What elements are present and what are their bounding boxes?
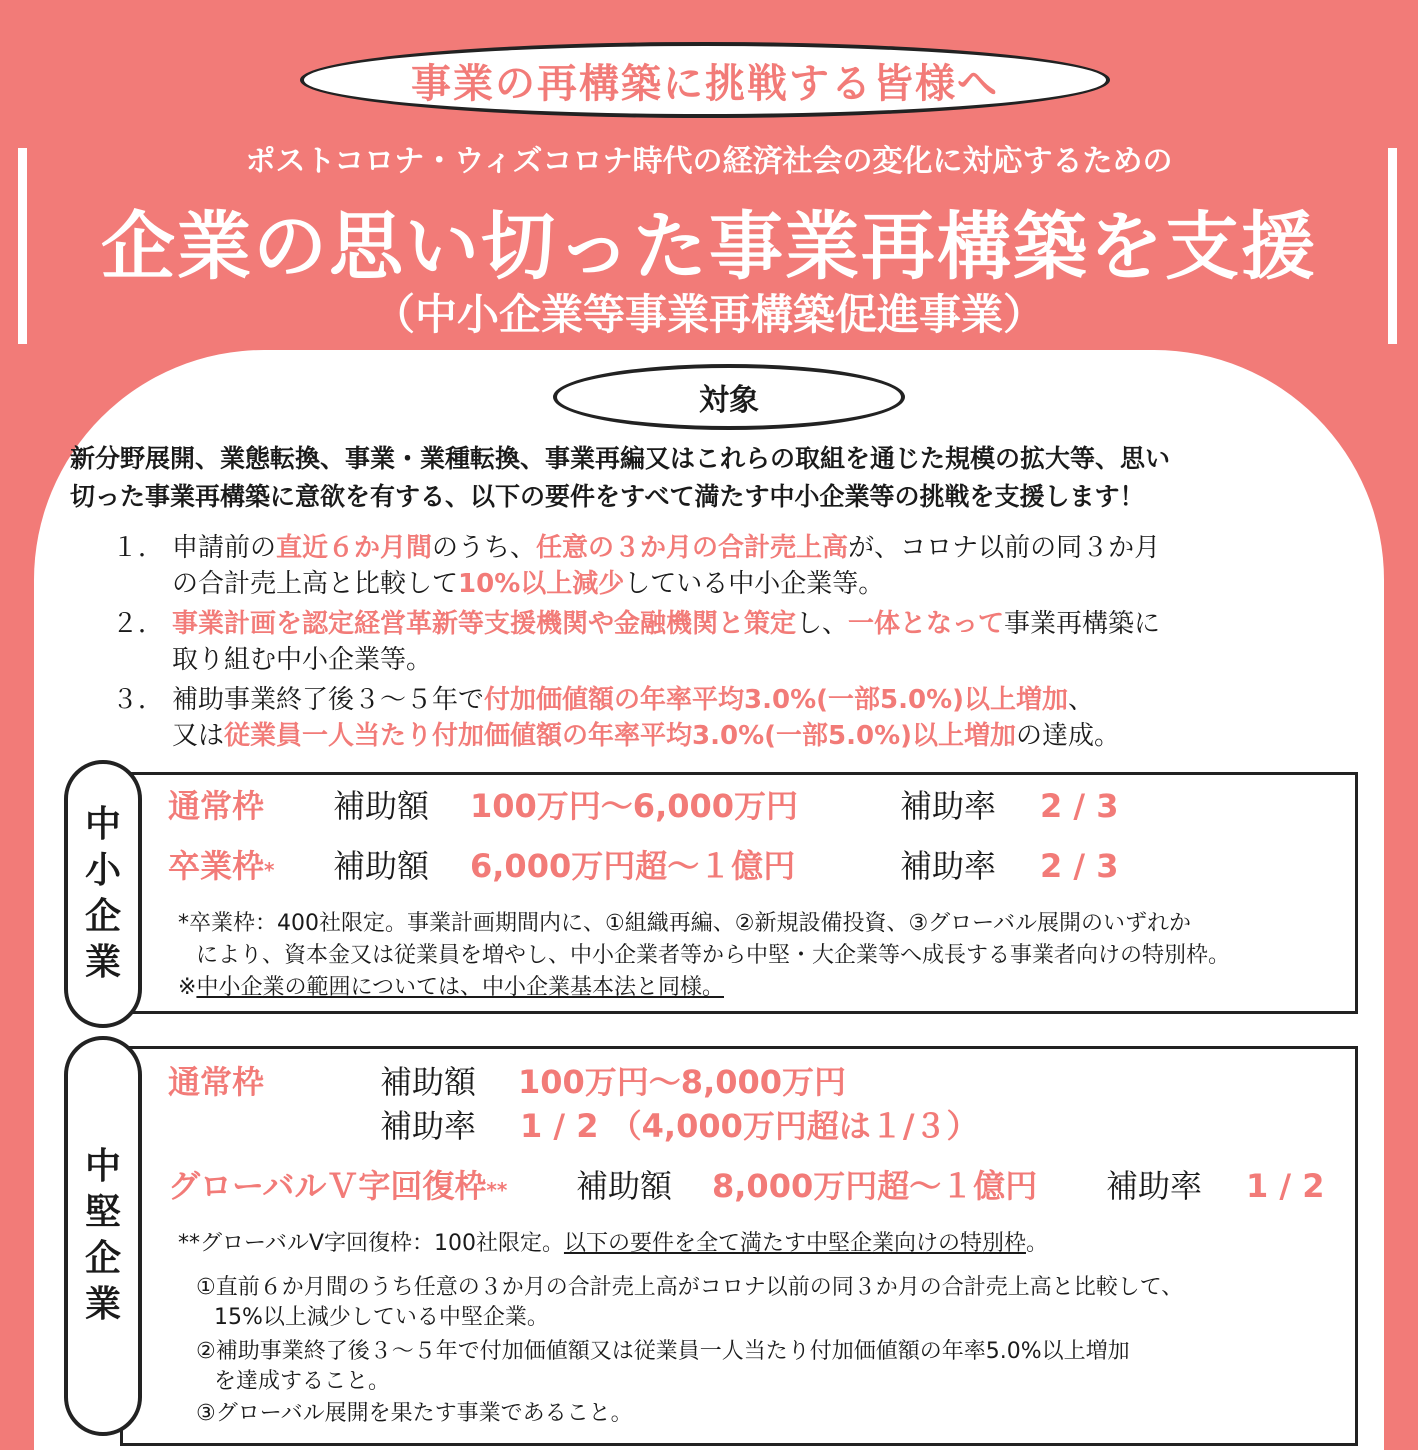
rate-label: 補助率 — [900, 787, 997, 825]
intro-line-2: 切った事業再構築に意欲を有する、以下の要件をすべて満たす中小企業等の挑戦を支援します！ — [70, 482, 1145, 511]
requirement-2 — [112, 606, 1372, 678]
note-text: 。 — [1025, 1231, 1048, 1256]
rate-value: 1 / 2 — [1246, 1167, 1325, 1205]
rate-label: 補助率 — [380, 1107, 477, 1145]
footnote-mark: ** — [486, 1178, 508, 1202]
req-text: の合計売上高と比較して — [172, 569, 459, 599]
amount-value: 6,000万円超～１億円 — [470, 847, 796, 885]
requirement-number: ２． — [112, 609, 165, 639]
banner-pill: 事業の再構築に挑戦する皆様へ — [300, 42, 1110, 118]
amount-label: 補助額 — [333, 847, 430, 885]
mid-item-1: ①直前６か月間のうち任意の３か月の合計売上高がコロナ以前の同３か月の合計売上高と比較して、 — [196, 1275, 1184, 1300]
rate-label: 補助率 — [1106, 1167, 1203, 1205]
req-highlight: 直近６か月間 — [276, 533, 433, 563]
tag-char: 小 — [84, 850, 121, 891]
pre-title: ポストコロナ・ウィズコロナ時代の経済社会の変化に対応するための — [245, 144, 1173, 179]
req-highlight: 一体となって — [848, 609, 1005, 639]
mid-item-2-cont: を達成すること。 — [214, 1369, 391, 1394]
req-text: 又は — [172, 721, 225, 751]
requirement-number: ３． — [112, 685, 165, 715]
sme-note-1: *卒業枠：400社限定。事業計画期間内に、①組織再編、②新規設備投資、③グローバル展開のいずれか — [178, 911, 1192, 936]
amount-label: 補助額 — [576, 1167, 673, 1205]
tag-char: 中 — [84, 1146, 121, 1187]
amount-value: 100万円～6,000万円 — [470, 787, 799, 825]
tag-char: 中 — [84, 804, 121, 845]
page-title: 企業の思い切った事業再構築を支援 — [101, 204, 1317, 290]
req-highlight: 事業計画を認定経営革新等支援機関や金融機関と策定 — [172, 609, 797, 639]
req-text: 補助事業終了後３～５年で — [172, 685, 485, 715]
frame-name: 卒業枠 — [168, 847, 265, 885]
frame-name: 通常枠 — [168, 1063, 265, 1101]
req-text: 、 — [1068, 685, 1095, 715]
tag-char: 企 — [84, 1238, 121, 1279]
requirement-number: １． — [112, 533, 165, 563]
footnote-mark: * — [264, 858, 275, 882]
frame-name: グローバルＶ字回復枠 — [168, 1167, 487, 1205]
intro-line-1: 新分野展開、業態転換、事業・業種転換、事業再編又はこれらの取組を通じた規模の拡大等、思い — [70, 444, 1171, 473]
mid-item-1-cont: 15%以上減少している中堅企業。 — [214, 1305, 549, 1330]
req-highlight: 従業員一人当たり付加価値額の年率平均3.0%(一部5.0%)以上増加 — [224, 721, 1017, 751]
amount-label: 補助額 — [380, 1063, 477, 1101]
req-highlight: 付加価値額の年率平均3.0%(一部5.0%)以上増加 — [484, 685, 1069, 715]
target-label: 対象 — [553, 364, 905, 430]
rate-value: 1 / 2 （4,000万円超は１/３） — [520, 1107, 979, 1145]
req-text: 取り組む中小企業等。 — [172, 645, 433, 675]
sme-tag — [64, 760, 142, 1028]
note-mark: ※ — [178, 975, 197, 1000]
rate-label: 補助率 — [900, 847, 997, 885]
requirement-1 — [112, 530, 1372, 602]
req-text: し、 — [796, 609, 849, 639]
amount-value: 8,000万円超～１億円 — [712, 1167, 1038, 1205]
mid-item-2: ②補助事業終了後３～５年で付加価値額又は従業員一人当たり付加価値額の年率5.0%以上増加 — [196, 1339, 1130, 1364]
tag-char: 業 — [84, 942, 121, 983]
target-intro — [70, 440, 1370, 516]
sme-note-2: により、資本金又は従業員を増やし、中小企業者等から中堅・大企業等へ成長する事業者向けの特別枠。 — [196, 943, 1231, 968]
req-text: 事業再構築に — [1004, 609, 1161, 639]
amount-value: 100万円～8,000万円 — [518, 1063, 847, 1101]
mid-tag — [64, 1036, 142, 1436]
mid-note — [178, 1228, 1048, 1259]
note-text: 中小企業の範囲については、中小企業基本法と同様。 — [196, 975, 724, 1000]
req-text: している中小企業等。 — [624, 569, 885, 599]
tag-char: 堅 — [84, 1192, 121, 1233]
req-text: が、コロナ以前の同３か月 — [848, 533, 1161, 563]
req-text: 申請前の — [172, 533, 277, 563]
tag-char: 企 — [84, 896, 121, 937]
requirement-3 — [112, 682, 1372, 754]
req-highlight: 10%以上減少 — [458, 569, 625, 599]
rate-value: 2 / 3 — [1040, 787, 1119, 825]
tag-char: 業 — [84, 1284, 121, 1325]
sme-note-3 — [178, 972, 724, 1003]
rate-value: 2 / 3 — [1040, 847, 1119, 885]
note-text: **グローバルV字回復枠：100社限定。 — [178, 1231, 564, 1256]
req-text: のうち、 — [432, 533, 537, 563]
page-subtitle: （中小企業等事業再構築促進事業） — [372, 290, 1045, 339]
frame-name: 通常枠 — [168, 787, 265, 825]
req-text: の達成。 — [1016, 721, 1121, 751]
req-highlight: 任意の３か月の合計売上高 — [536, 533, 849, 563]
amount-label: 補助額 — [333, 787, 430, 825]
mid-item-3: ③グローバル展開を果たす事業であること。 — [196, 1401, 633, 1426]
note-underlined: 以下の要件を全て満たす中堅企業向けの特別枠 — [563, 1231, 1026, 1256]
